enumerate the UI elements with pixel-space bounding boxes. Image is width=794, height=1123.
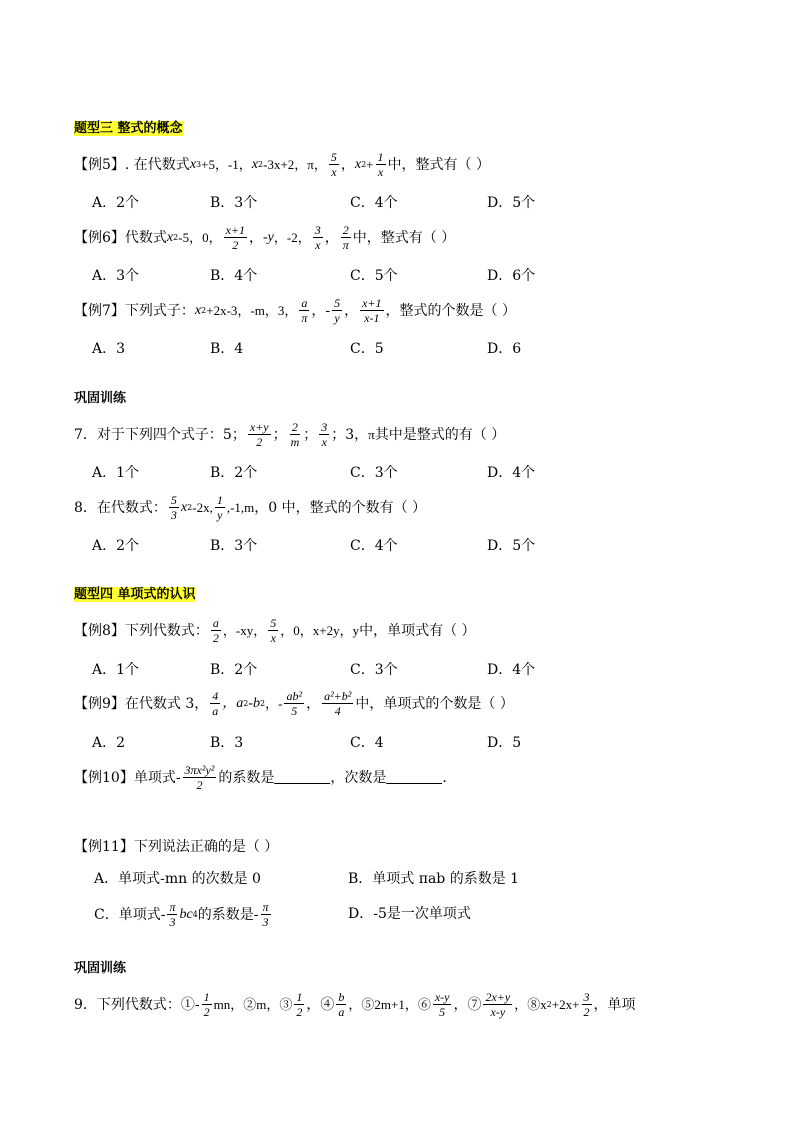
e8-tail: 中，单项式有（ ）: [359, 622, 476, 639]
q7-frac1: $\frac{x+y}{2}$: [249, 420, 269, 449]
e11-c-frac2: $\frac{\pi}{3}$: [262, 900, 269, 929]
e11-option-d[interactable]: D．-5是一次单项式: [348, 906, 471, 922]
e6-t5: ，-2，: [273, 230, 311, 245]
q7-head: 7．对于下列四个式子：5；: [74, 426, 246, 443]
e5-option-b[interactable]: B．3个: [210, 195, 258, 211]
q9-t1: mn，②m，③: [213, 997, 293, 1012]
e5-frac2: $\frac{1}{x}$: [377, 150, 384, 179]
example-6-question: 【例6】代数式 x 2 -5，0， $\frac{x+1}{2}$ ， -y ，-2， $\frac{3}{x}$ ， $\frac{2}{\pi}$ 中，整式有（ ）: [74, 223, 456, 252]
e10-t1: 的系数是: [218, 769, 275, 786]
e7-option-c[interactable]: C．5: [350, 341, 384, 357]
q8-x: x: [180, 499, 188, 515]
e8-head: 【例8】下列代数式：: [74, 622, 209, 639]
e6-option-d[interactable]: D．6个: [487, 268, 536, 284]
q9-t2: ，④: [306, 996, 335, 1013]
e8-frac1: $\frac{a}{2}$: [212, 616, 219, 645]
e8-frac2: $\frac{5}{x}$: [270, 616, 277, 645]
e6-frac3: $\frac{2}{\pi}$: [342, 223, 349, 252]
e10-blank-coefficient[interactable]: [274, 771, 330, 784]
e8-option-d[interactable]: D．4个: [487, 662, 536, 678]
e5-x2: x: [251, 156, 259, 172]
e8-option-a[interactable]: A．1个: [92, 662, 140, 678]
example-11-question: 【例11】下列说法正确的是（ ）: [74, 839, 279, 855]
e11-c-bc: bc: [179, 906, 193, 922]
section-title-type4: 题型四 单项式的认识: [74, 587, 196, 602]
e8-t1: ，-xy，: [222, 623, 267, 638]
e9-t1: ，a: [222, 695, 244, 711]
e6-head: 【例6】代数式: [74, 229, 167, 246]
q9-t5: ，⑧x: [514, 997, 547, 1012]
q9-tail: ，单项: [593, 996, 636, 1013]
e8-t2: ，0，x+2y，y: [280, 623, 360, 638]
e7-t3: ，-: [311, 302, 331, 319]
e9-option-c[interactable]: C．4: [350, 735, 384, 751]
q8-t3: ,-1,m: [226, 500, 255, 515]
e7-tail: ，整式的个数是（ ）: [385, 302, 516, 319]
e10-t3: .: [442, 769, 447, 786]
q9-frac4: $\frac{x-y}{5}$: [434, 990, 450, 1019]
q9-frac2: $\frac{1}{2}$: [296, 990, 303, 1019]
q8-option-a[interactable]: A．2个: [92, 538, 140, 554]
example-7-question: 【例7】下列式子： x 2 +2x-3，-m，3， $\frac{a}{\pi}$ ，- $\frac{5}{y}$ ， $\frac{x+1}{x-1}$ ，整式的个数是（ ）: [74, 296, 516, 325]
q8-option-b[interactable]: B．3个: [210, 538, 258, 554]
e7-frac2: $\frac{5}{y}$: [334, 296, 341, 325]
e9-t3: ，-: [265, 696, 283, 711]
e6-t6: ，: [324, 229, 339, 246]
e7-option-b[interactable]: B．4: [210, 341, 244, 357]
q8-option-d[interactable]: D．5个: [487, 538, 536, 554]
e5-option-d[interactable]: D．5个: [487, 195, 536, 211]
q9-frac5: $\frac{2x+y}{x-y}$: [485, 990, 511, 1019]
e6-frac2: $\frac{3}{x}$: [314, 223, 321, 252]
e11-option-a[interactable]: A．单项式-mn 的次数是 0: [94, 871, 261, 887]
q7-frac2: $\frac{2}{m}$: [290, 420, 300, 449]
e7-option-d[interactable]: D．6: [487, 341, 522, 357]
e5-pi: π，: [307, 157, 327, 172]
q7-pi: π: [368, 427, 375, 442]
e11-c-head: C．单项式-: [94, 906, 166, 923]
e6-x: x: [166, 229, 174, 245]
e6-frac1: $\frac{x+1}{2}$: [225, 223, 246, 252]
q7-option-b[interactable]: B．2个: [210, 465, 258, 481]
q7-t2: ；: [303, 426, 318, 443]
e6-t4: -y: [263, 229, 274, 245]
e5-x3: x: [354, 156, 362, 172]
e5-t3: -3x+2，: [263, 157, 308, 172]
question-8: 8．在代数式： $\frac{5}{3}$ x 2 -2x, $\frac{1}{y}$ ,-1,m ，0 中，整式的个数有（ ）: [74, 493, 427, 522]
q9-frac6: $\frac{3}{2}$: [583, 990, 590, 1019]
e11-c-mid: 的系数是-: [197, 906, 259, 923]
question-7: [74, 421, 505, 448]
e6-t3: ，: [249, 229, 264, 246]
e8-option-c[interactable]: C．3个: [350, 662, 398, 678]
e5-head: 【例5】. 在代数式: [74, 156, 190, 173]
e10-head: 【例10】单项式-: [74, 769, 181, 786]
q9-t4: ，⑦: [453, 996, 482, 1013]
e10-t2: ，次数是: [330, 769, 387, 786]
e5-frac1: $\frac{5}{x}$: [330, 150, 337, 179]
e6-option-c[interactable]: C．5个: [350, 268, 398, 284]
e6-t2: -5，0，: [178, 230, 222, 245]
e9-tail: 中，单项式的个数是（ ）: [355, 695, 514, 712]
e7-option-a[interactable]: A．3: [92, 341, 126, 357]
q7-option-d[interactable]: D．4个: [487, 465, 536, 481]
e11-option-c[interactable]: C．单项式- $\frac{\pi}{3}$ bc 4 的系数是- $\frac{\pi}{3}$: [94, 900, 269, 929]
section-title-type3: 题型三 整式的概念: [74, 121, 183, 136]
e5-option-c[interactable]: C．4个: [350, 195, 398, 211]
q7-tail: 其中是整式的有（ ）: [374, 426, 506, 443]
e9-option-b[interactable]: B．3: [210, 735, 244, 751]
e9-frac2: $\frac{\text{ab²}}{5}$: [286, 689, 303, 718]
e7-frac1: $\frac{a}{\pi}$: [301, 296, 308, 325]
q9-frac3: $\frac{b}{a}$: [338, 990, 345, 1019]
q7-option-c[interactable]: C．3个: [350, 465, 398, 481]
e6-option-b[interactable]: B．4个: [210, 268, 258, 284]
q8-head: 8．在代数式：: [74, 499, 167, 516]
e10-frac1: $\frac{\text{3πx²y²}}{2}$: [184, 763, 215, 792]
e7-frac3: $\frac{x+1}{x-1}$: [362, 296, 382, 325]
q8-tail: ，0 中，整式的个数有（ ）: [254, 499, 427, 516]
consolidation-title-2: 巩固训练: [74, 961, 127, 976]
q8-frac2: $\frac{1}{y}$: [216, 493, 223, 522]
e9-frac1: $\frac{4}{a}$: [212, 689, 219, 718]
e6-option-a[interactable]: A．3个: [92, 268, 140, 284]
e8-option-b[interactable]: B．2个: [210, 662, 258, 678]
e9-t4: ，: [306, 695, 321, 712]
q9-t3: ，⑤2m+1，⑥: [348, 997, 431, 1012]
example-8-question: [74, 617, 476, 644]
e11-c-frac1: $\frac{\pi}{3}$: [169, 900, 176, 929]
q7-t1: ；: [272, 426, 287, 443]
e10-blank-degree[interactable]: [386, 771, 442, 784]
e5-x: x: [189, 156, 197, 172]
e9-frac3: $\frac{\text{a²+b²}}{4}$: [324, 689, 352, 718]
e9-option-d[interactable]: D．5: [487, 735, 522, 751]
q8-option-c[interactable]: C．4个: [350, 538, 398, 554]
example-10-question: [74, 764, 447, 791]
q8-frac1: $\frac{5}{3}$: [170, 493, 177, 522]
q7-t3: ；3，: [331, 426, 369, 443]
q9-t6: +2x+: [551, 997, 580, 1012]
q9-head: 9．下列代数式：①-: [74, 996, 200, 1013]
e7-t4: ，: [344, 302, 359, 319]
e5-option-a[interactable]: A．2个: [92, 195, 140, 211]
q7-frac3: $\frac{3}{x}$: [321, 420, 328, 449]
e9-t2: -b: [248, 695, 261, 711]
e5-tail: 中，整式有（ ）: [387, 156, 490, 173]
e9-option-a[interactable]: A．2: [92, 735, 126, 751]
e5-t1: +5，-1，: [201, 157, 252, 172]
consolidation-title-1: 巩固训练: [74, 391, 127, 406]
e9-head: 【例9】在代数式 3，: [74, 695, 209, 712]
e5-plus: +: [366, 157, 374, 172]
e7-head: 【例7】下列式子：: [74, 302, 195, 319]
e11-option-b[interactable]: B．单项式 πab 的系数是 1: [348, 871, 520, 887]
e7-t2: +2x-3，-m，3，: [206, 303, 298, 318]
q9-frac1: $\frac{1}{2}$: [203, 990, 210, 1019]
e5-t4: ，: [340, 156, 355, 173]
e7-x: x: [194, 302, 202, 318]
question-9: 9．下列代数式：①- $\frac{1}{2}$ mn，②m，③ $\frac{1}{2}$ ，④ $\frac{b}{a}$ ，⑤2m+1，⑥ $\frac{x-y}{5}$ ，⑦ $\frac{2x+y}{x-y}$ ，⑧x 2 +2x+ $\frac{3}{2}$ ，单项: [74, 990, 636, 1019]
e6-tail: 中，整式有（ ）: [352, 229, 456, 246]
example-9-question: 【例9】在代数式 3， $\frac{4}{a}$ ，a 2 -b 2 ，- $\frac{\text{ab²}}{5}$ ， $\frac{\text{a²+b²}}{4}$ 中，单项式的个数是（ ）: [74, 689, 514, 718]
q8-t2: -2x,: [192, 500, 213, 515]
example-5-question: 【例5】. 在代数式 x 3 +5，-1， x 2 -3x+2， π， $\frac{5}{x}$ ， x 2 + $\frac{1}{x}$ 中，整式有（ ）: [74, 150, 490, 179]
q7-option-a[interactable]: A．1个: [92, 465, 140, 481]
